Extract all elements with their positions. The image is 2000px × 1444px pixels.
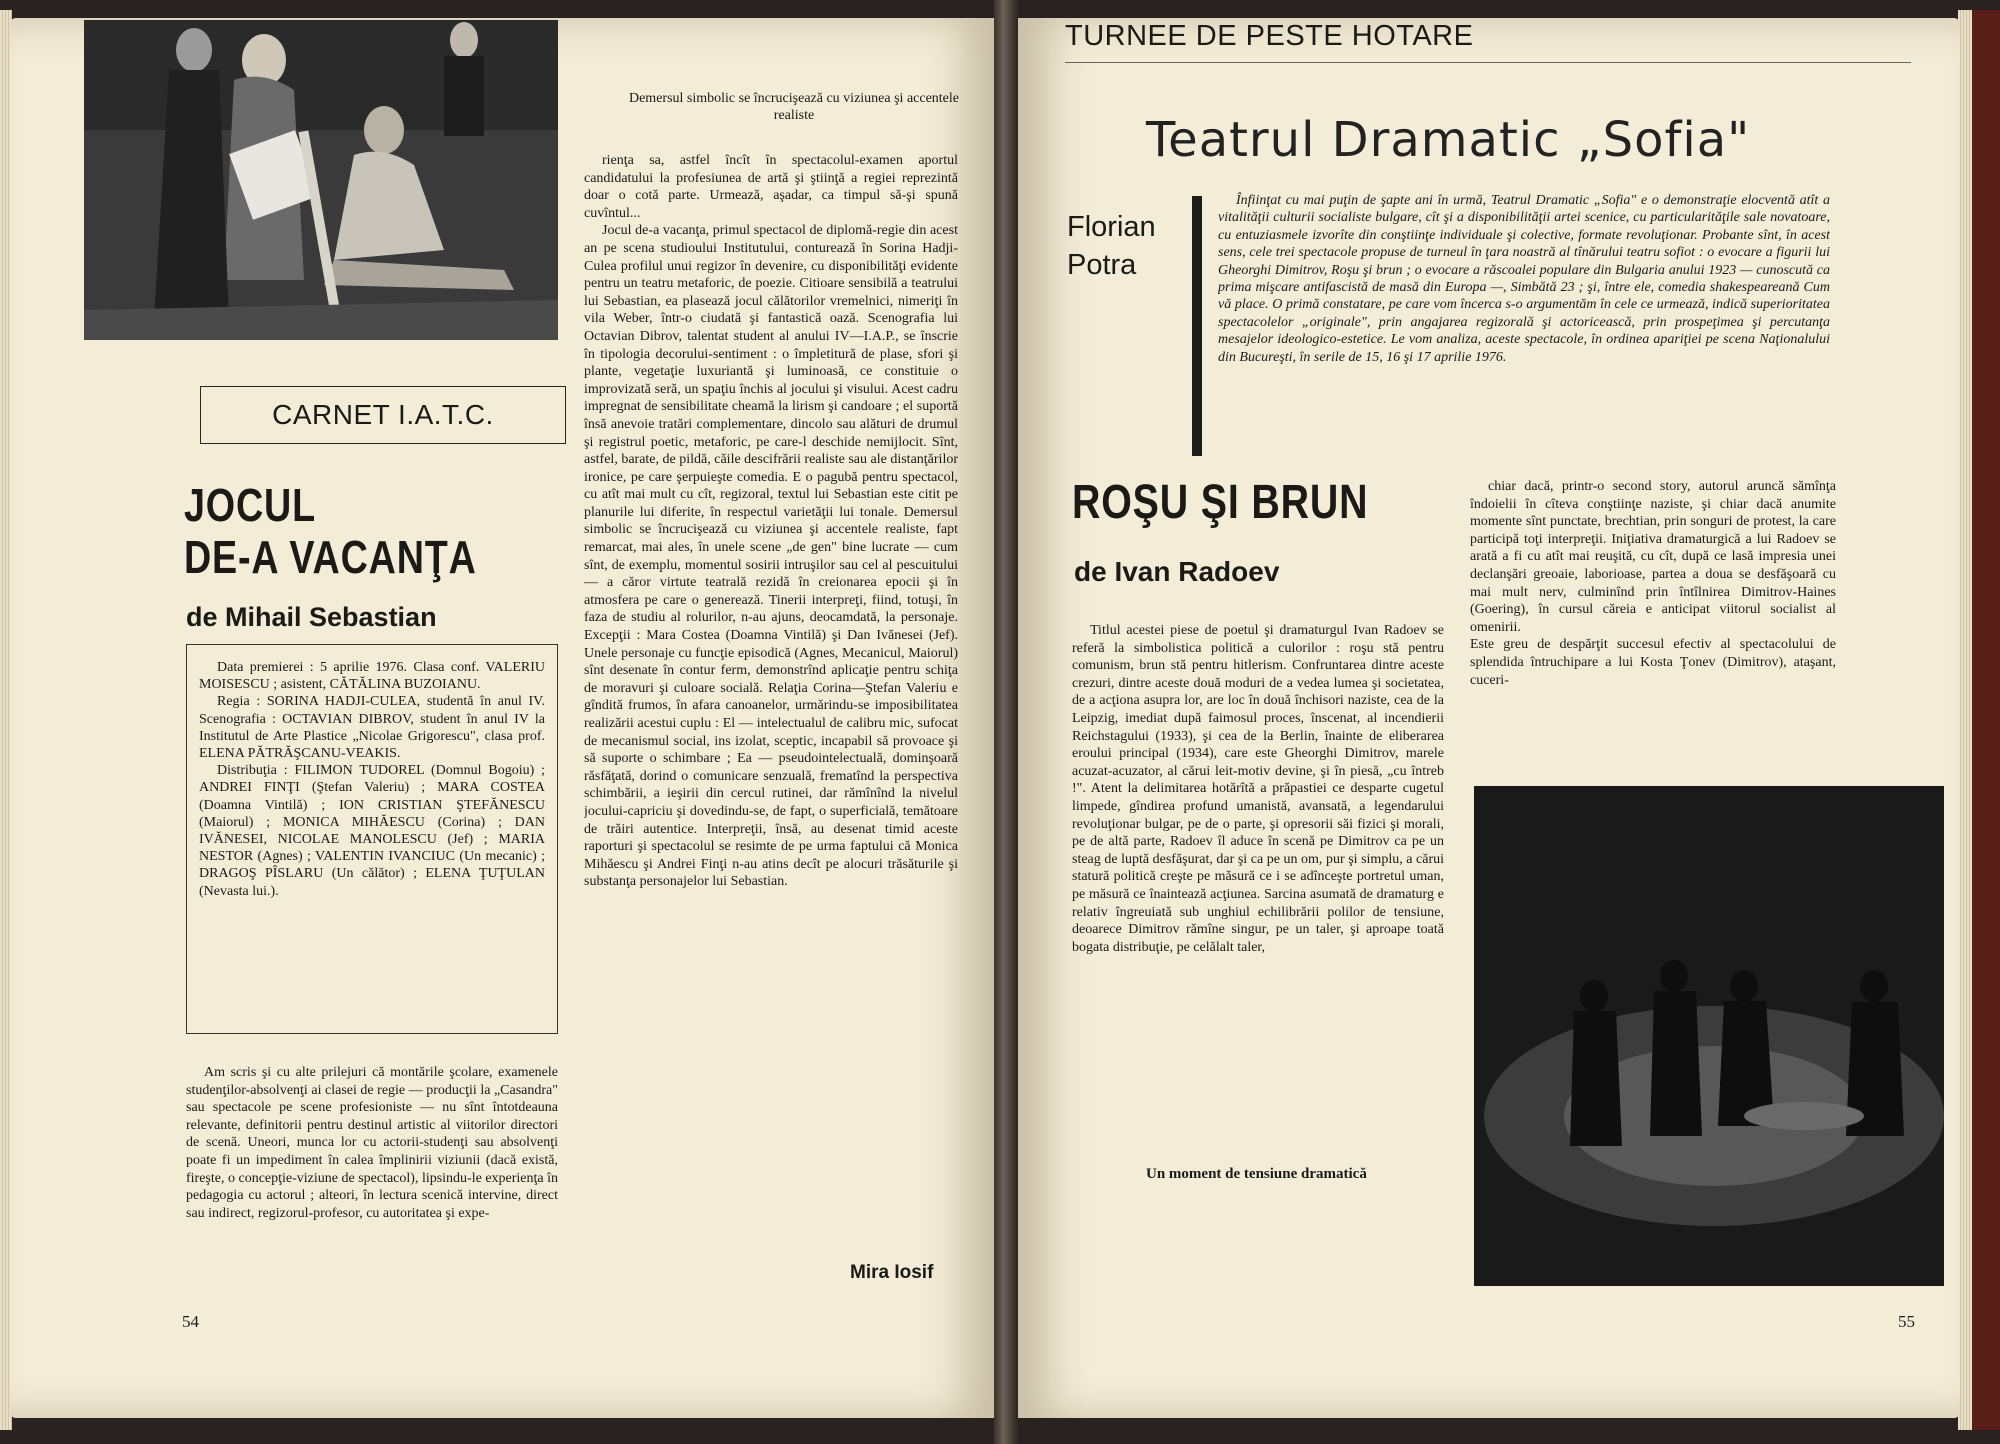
section-heading: TURNEE DE PESTE HOTARE	[1065, 20, 1474, 52]
article-byline-radoev: de Ivan Radoev	[1074, 556, 1280, 587]
credits-box	[186, 644, 558, 1034]
column-heading: Demersul simbolic se încrucişează cu viziunea şi accentele realiste	[628, 91, 960, 123]
article-title-rosu: ROŞU ŞI BRUN	[1072, 476, 1369, 529]
article-title-line-2: DE-A VACANŢA	[184, 531, 477, 583]
book-binding	[994, 0, 1018, 1444]
author-last-name: Potra	[1067, 249, 1137, 281]
intro-paragraph	[1218, 192, 1830, 460]
decorative-bar	[1192, 196, 1202, 456]
middle-column-text: rienţa sa, astfel încît în spectacolul-examen aportul candidatului la profesiunea de artă şi ştiinţă a regiei reprezintă doar o cotă parte. Urmează, aşadar, ca timpul să-şi spună cuvîntul...	[584, 153, 958, 221]
article-title-line-1: JOCUL	[184, 479, 316, 531]
credits-distributia: Distribuţia : FILIMON TUDOREL (Domnul Bogoiu) ; ANDREI FINŢI (Ştefan Valeriu) ; MARA COSTEA (Doamna Vintilă) ; ION CRISTIAN ŞTEFĂNESCU (Maiorul) ; MONICA MIHĂESCU (Corina) ; DAN IVĂNESEI, NICOLAE MANOLESCU (Jef) ; MARIA NESTOR (Agnes) ; VALENTIN IVANCIUC (Un mecanic) ; DRAGOŞ PÎSLARU (Un călător) ; ELENA ŢUŢULAN (Nevasta lui.).	[199, 763, 545, 899]
right-first-column-text: Titlul acestei piese de poetul şi dramaturgul Ivan Radoev se referă la simbolistica politică a culorilor : roşu stă pentru comunism, brun stă pentru hitlerism. Confruntarea dintre aceste crezuri, dintre aceste două moduri de a vedea lumea şi societatea, de a acţiona asupra lor, are loc în două închisori naziste, cea de la Leipzig, imediat după faimosul proces, înscenat, al incendierii Reichstagului (1933), şi cea de la Berlin, înainte de eliberarea eroului principal (1934), care este Gheorghi Dimitrov, marele acuzat-acuzator, al cărui leit-motiv devine, şi în piesă, „cu întreb !". Atent la delimitarea hotărîtă a prăpastiei ce desparte cugetul limpede, gîndirea profund umanistă, avansată, a legendarului revoluţionar bulgar, pe de o parte, şi opresorii săi fizici şi morali, pe de altă parte, Radoev îl aduce în scenă pe Dimitrov ca pe un steag de luptă desfăşurat, dar şi ca pe un om, pur şi simplu, a cărui statură politică creşte pe măsură ce i se adînceşte portretul uman, pe măsură ce înaintează acţiunea. Sarcina asumată de dramaturg e relativ îngreuiată sub unghiul echilibrării polilor de tensiune, deoarece Dimitrov rămîne singur, pe un taler, şi aproape toată bogata distribuţie, pe celălalt taler,	[1072, 623, 1444, 955]
section-rule	[1065, 62, 1911, 63]
theatre-title: Teatrul Dramatic „Sofia"	[1146, 112, 1751, 168]
author-first-name: Florian	[1067, 211, 1156, 243]
page-stack-right	[1958, 10, 1972, 1430]
left-column-body	[186, 1064, 558, 1296]
carnet-label: CARNET I.A.T.C.	[200, 386, 566, 444]
stage-photo-jocul	[84, 20, 558, 340]
credits-regia: Regia : SORINA HADJI-CULEA, studentă în anul IV. Scenografia : OCTAVIAN DIBROV, student în anul IV la Institutul de Arte Plastice „Nicolae Grigorescu", clasa prof. ELENA PĂTRĂŞCANU-VEAKIS.	[199, 694, 545, 762]
left-page	[10, 18, 994, 1418]
right-second-column	[1470, 478, 1836, 758]
middle-column-text-2: Jocul de-a vacanţa, primul spectacol de diplomă-regie din acest an pe scena studioului Institutului, conturează în Sorina Hadji-Culea profilul unui regizor în devenire, cu disponibilităţi evidente pentru un teatru metaforic, de poezie. Citioare sensibilă a teatrului lui Sebastian, ea plasează jocul călătorilor vremelnici, nimeriţi în vila Weber, într-o ciudată şi fantastică oază. Scenografia lui Octavian Dibrov, talentat student al anului IV—I.A.P., se înscrie în tipologia decorului-sentiment : o împletitură de plase, sfori şi plante, vegetaţie luxuriantă şi luminoasă, ce constituie o improvizată seră, un spaţiu închis al jocului şi visului. Acest cadru impregnat de sensibilitate cheamă la lirism şi candoare ; el suportă însă anevoie tratări complementare, dincolo sau alături de drumul şi registrul poetic, metaforic, pe care-l deschide nemijlocit. Sînt, astfel, barate, de pildă, căile descifrării realiste sau ale distanţărilor ironice, pe care şerpuieşte comedia. E o pagubă pentru spectacol, cu atît mai mult cu cît, regizoral, textul lui Sebastian este citit pe planurile lui diferite, în respectul varietăţii lui tonale. Demersul simbolic se încrucişează cu viziunea şi accentele realiste, fapt remarcat, mai ales, în unele scene „de gen" bine lucrate — cum sînt, de exemplu, momentul sosirii intruşilor sau cel al pescuitului — a căror virtute teatrală rezidă în creionarea epocii şi în atmosfera pe care o generează. Tinerii interpreţi, fiind, totuşi, în faza de studiu al rolurilor, n-au ajuns, deocamdată, la personaje. Excepţii : Mara Costea (Doamna Vintilă) şi Dan Ivănesei (Jef). Unele personaje cu funcţie episodică (Agnes, Mecanicul, Maiorul) sînt desenate în contur ferm, demonstrînd aplicaţie pentru schiţa de moravuri şi culoare socială. Relaţia Corina—Ştefan Valeriu e gîndită frumos, în afara canoanelor, urmărindu-se imposibilitatea realizării acestui cuplu : El — intelectualul de calibru mic, sufocat de mecanismul social, ins izolat, sceptic, incapabil să provoace şi să suporte o schimbare ; Ea — pseudointelectuală, dominşoară răsfăţată, dorind o comunicare senzuală, frematînd la perspectiva schimbării, a ieşirii din cercul rutinei, dar rămînînd la nivelul jocului-capriciu şi dovedindu-se, de fapt, o superficială, temătoare de trăiri autentice. Interpreţii, însă, au desenat timid aceste raporturi şi spectacolul se resimte de pe urma faptului că Monica Mihăescu şi Andrei Finţi n-au atins decît pe alocuri trăsăturile şi substanţa personajelor lui Sebastian.	[584, 223, 958, 890]
right-first-column	[1072, 622, 1444, 1122]
article-byline: de Mihail Sebastian	[186, 602, 437, 632]
left-column-text: Am scris şi cu alte prilejuri că montările şcolare, examenele studenţilor-absolvenţi ai clasei de regie — producţii la „Casandra" sau spectacole pe scene profesioniste — nu sînt întotdeauna relevante, definitorii pentru destinul artistic al viitorilor directori de scenă. Uneori, munca lor cu actorii-studenţi sau absolvenţi poate fi un impediment în calea împlinirii viziunii (dacă există, fireşte, o concepţie-viziune de spectacol), lipsindu-le experienţa în pedagogia cu actorul ; alteori, în lectura scenică intervine, direct sau indirect, regizorul-profesor, cu autoritatea şi expe-	[186, 1065, 558, 1221]
page-number-left: 54	[182, 1312, 199, 1331]
credits-premiere: Data premierei : 5 aprilie 1976. Clasa conf. VALERIU MOISESCU ; asistent, CĂTĂLINA BUZOIANU.	[199, 660, 545, 693]
article-author	[1067, 208, 1156, 284]
stage-photo-rosu-si-brun	[1474, 786, 1944, 1286]
photo-caption: Un moment de tensiune dramatică	[1146, 1166, 1367, 1182]
book-cover-edge	[1972, 10, 2000, 1430]
author-signature: Mira Iosif	[850, 1262, 934, 1283]
intro-text: Înfiinţat cu mai puţin de şapte ani în urmă, Teatrul Dramatic „Sofia" e o demonstraţie elocventă atît a vitalităţii culturii socialiste bulgare, cît şi a disponibilităţii artei scenice, cu particularităţile sale novatoare, cu entuziasmele izvorîte din conştiinţe individuale şi colective, formate revoluţionar. Probante sînt, în acest sens, cele trei spectacole propuse de turneul în ţara noastră al tînărului teatru sofiot : o evocare a figurii lui Gheorghi Dimitrov, Roşu şi brun ; o evocare a răscoalei populare din Bulgaria anului 1923 — cunoscută ca prima mişcare antifascistă de masă din Europa —, Simbătă 23 ; şi, între ele, comedia shakespeareană Cum vă place. O primă constatare, pe care vom încerca s-o argumentăm în cele ce urmează, indică superioritatea spectacolelor „originale", prin angajarea regizorală şi actoricească, prin prospeţimea şi percutanţa mesajelor ideologico-estetice. Le vom analiza, aceste spectacole, în ordinea apariţiei pe scena Naţionalului din Bucureşti, în serile de 15, 16 şi 17 aprilie 1976.	[1218, 193, 1830, 365]
middle-column-body	[584, 152, 958, 1262]
page-number-right: 55	[1898, 1312, 1915, 1331]
right-second-column-text: chiar dacă, printr-o second story, autorul aruncă sămînţa îndoielii în cîteva conştiinţe naziste, şi chiar dacă anumite momente sînt punctate, brechtian, prin songuri de protest, la care participă toţi interpreţii. Iniţiativa dramaturgică a lui Radoev se arată a fi cu atît mai reuşită, cu cît, după ce lasă impresia unei declanşări greoaie, laborioase, partea a doua se desfăşoară cu mai mult nerv, culminînd prin întîlnirea Dimitrov-Haines (Goering), în cursul căreia e anticipat viitorul socialist al omenirii. Este greu de despărţit succesul efectiv al spectacolului de splendida întruchipare a lui Kosta Ţonev (Dimitrov), ataşant, cuceri-	[1470, 479, 1836, 688]
